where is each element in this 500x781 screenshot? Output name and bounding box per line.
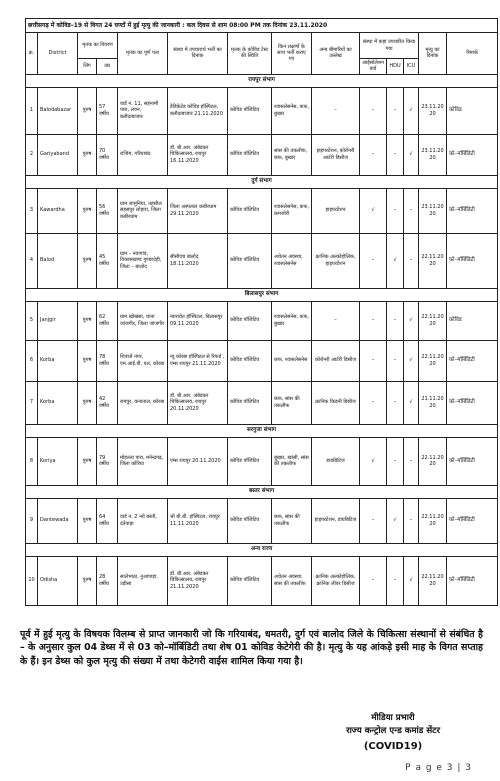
- cell-death-date: 22.11.2020: [419, 437, 447, 485]
- cell-district: Korba: [38, 340, 78, 381]
- header-age: उम्र: [97, 59, 118, 75]
- cell-icu: √: [404, 87, 419, 134]
- cell-isolation: –: [360, 134, 387, 175]
- cell-address: राजिम, गरियाबंद: [118, 134, 168, 175]
- cell-isolation: √: [360, 188, 387, 233]
- cell-sno: 2: [26, 134, 38, 175]
- cell-address: शिवाजे नगर, एम.आई.डी. एल, कोरबा: [118, 340, 168, 381]
- cell-gender: पुरुष: [78, 233, 97, 288]
- cell-district: Dantewada: [38, 498, 78, 543]
- section-name: रायपुर संभाग: [26, 74, 498, 87]
- cell-test-status: कोविड पॉजिटिव: [228, 134, 272, 175]
- cell-age: 42 वर्षीय: [97, 381, 118, 424]
- cell-age: 78 वर्षीय: [97, 340, 118, 381]
- cell-test-status: कोविड पॉजिटिव: [228, 381, 272, 424]
- cell-remark: को–मॉर्बिडिटी: [447, 381, 498, 424]
- cell-death-date: 23.11.2020: [419, 188, 447, 233]
- cell-sno: 9: [26, 498, 38, 543]
- section-name: दुर्ग संभाग: [26, 175, 498, 188]
- cell-isolation: –: [360, 87, 387, 134]
- cell-symptoms: श्वासलेसनेस, कफ, बुखार: [272, 87, 312, 134]
- cell-gender: पुरुष: [78, 87, 97, 134]
- table-row: [26, 301, 498, 340]
- cell-death-date: 21.11.2020: [419, 381, 447, 424]
- cell-symptoms: अचेतन अवस्था, श्वासलेसनेस: [272, 233, 312, 288]
- cell-comorbidities: क्रानिक किडनी डिसीज: [312, 381, 360, 424]
- cell-death-date: 22.11.2020: [419, 498, 447, 543]
- cell-death-date: 22.11.2020: [419, 301, 447, 340]
- table-title: छत्तीसगढ़ में कोविड–19 से विगत 24 घण्टों में हुई मृत्यु की जानकारी : कल दिवस से शाम 08:00 PM तक दिनांक 23.11.2020: [26, 19, 498, 33]
- cell-isolation: –: [360, 233, 387, 288]
- table-row: [26, 87, 498, 134]
- cell-remark: को–मॉर्बिडिटी: [447, 134, 498, 175]
- cell-comorbidities: –: [312, 301, 360, 340]
- table-row: [26, 437, 498, 485]
- cell-isolation: –: [360, 498, 387, 543]
- header-isolation: आईसोलेशन वार्ड: [360, 59, 387, 75]
- cell-comorbidities: हाइपरटेंशन: [312, 188, 360, 233]
- cell-icu: √: [404, 134, 419, 175]
- cell-remark: को–मॉर्बिडिटी: [447, 437, 498, 485]
- cell-district: Koriya: [38, 437, 78, 485]
- section-header-row: [26, 288, 498, 301]
- cell-sno: 7: [26, 381, 38, 424]
- cell-symptoms: अचेतन अवस्था, सांस की तकलीफ: [272, 556, 312, 605]
- cell-remark: को–मॉर्बिडिटी: [447, 233, 498, 288]
- header-test-status: मृतक के कोविड टेस्ट की स्थिति: [228, 33, 272, 75]
- cell-symptoms: कफ, सांस की तकलीफ: [272, 381, 312, 424]
- page-number: P a g e 3 | 3: [405, 763, 472, 773]
- cell-address: रामपुर, कनाताल, कोरबा: [118, 381, 168, 424]
- header-district: District: [38, 33, 78, 75]
- cell-institution: सीसीएच बालोद 18.11.2020: [168, 233, 228, 288]
- cell-sno: 3: [26, 188, 38, 233]
- cell-age: 28 वर्षीय: [97, 556, 118, 605]
- header-hdu: HDU: [387, 59, 404, 75]
- cell-age: 79 वर्षीय: [97, 437, 118, 485]
- section-name: अन्य राज्य: [26, 543, 498, 556]
- cell-symptoms: कफ, सांस की तकलीफ: [272, 498, 312, 543]
- cell-district: Balod: [38, 233, 78, 288]
- cell-sno: 10: [26, 556, 38, 605]
- cell-icu: √: [404, 556, 419, 605]
- cell-age: 70 वर्षीय: [97, 134, 118, 175]
- header-gender: लिंग: [78, 59, 97, 75]
- cell-remark: को–मॉर्बिडिटी: [447, 188, 498, 233]
- cell-institution: एम्स रायपुर 20.11.2020: [168, 437, 228, 485]
- section-header-row: [26, 543, 498, 556]
- signature-block: [346, 712, 440, 754]
- cell-icu: √: [404, 340, 419, 381]
- cell-sno: 1: [26, 87, 38, 134]
- section-name: बस्तर संभाग: [26, 485, 498, 498]
- cell-symptoms: बुखार, खांसी, सांस की तकलीफ: [272, 437, 312, 485]
- cell-hdu: –: [387, 188, 404, 233]
- cell-death-date: 22.11.2020: [419, 556, 447, 605]
- cell-hdu: –: [387, 340, 404, 381]
- cell-test-status: कोविड पॉजिटिव: [228, 233, 272, 288]
- cell-hdu: √: [387, 498, 404, 543]
- cell-district: Odisha: [38, 556, 78, 605]
- cell-gender: पुरुष: [78, 188, 97, 233]
- cell-remark: को–मॉर्बिडिटी: [447, 498, 498, 543]
- header-sno: क्र.: [26, 33, 38, 75]
- table-row: [26, 340, 498, 381]
- cell-comorbidities: हाइपरटेंशन, कोरोनरी आर्टरी डिसीज: [312, 134, 360, 175]
- cell-test-status: कोविड पॉजिटिव: [228, 556, 272, 605]
- cell-institution: न्यारायेत हॉस्पिटल, बिलासपुर 09.11.2020: [168, 301, 228, 340]
- cell-isolation: –: [360, 381, 387, 424]
- cell-gender: पुरुष: [78, 498, 97, 543]
- cell-hdu: –: [387, 134, 404, 175]
- cell-hdu: –: [387, 87, 404, 134]
- cell-symptoms: श्वासलेसनेस, कफ, बुखार: [272, 301, 312, 340]
- header-address: मृतक का पूर्ण पता: [118, 33, 168, 75]
- cell-address: मोहल्ला पारा, मनेन्द्रगढ़, जिला कोरिया: [118, 437, 168, 485]
- death-report-table: [25, 18, 498, 606]
- table-row: [26, 556, 498, 605]
- cell-district: Gariyaband: [38, 134, 78, 175]
- header-icu: ICU: [404, 59, 419, 75]
- section-name: सरगुजा संभाग: [26, 424, 498, 437]
- cell-comorbidities: डायबिटिज: [312, 437, 360, 485]
- table-row: [26, 134, 498, 175]
- table-body: [26, 74, 498, 605]
- cell-sno: 5: [26, 301, 38, 340]
- cell-symptoms: श्वासलेसनेस, कफ, कमजोरी: [272, 188, 312, 233]
- cell-test-status: कोविड पॉजिटिव: [228, 188, 272, 233]
- cell-gender: पुरुष: [78, 381, 97, 424]
- section-header-row: [26, 424, 498, 437]
- cell-institution: न्यू कोरबा हॉस्पिटल से रिफर्ड , एम्स रायपुर 21.11.2020: [168, 340, 228, 381]
- cell-comorbidities: कोरोनरी आर्टरी डिसीज: [312, 340, 360, 381]
- header-death-date: मृत्यु का दिनांक: [419, 33, 447, 75]
- cell-age: 45 वर्षीय: [97, 233, 118, 288]
- cell-death-date: 22.11.2020: [419, 340, 447, 381]
- table-row: [26, 233, 498, 288]
- section-name: बिलासपुर संभाग: [26, 288, 498, 301]
- cell-sno: 4: [26, 233, 38, 288]
- cell-icu: –: [404, 437, 419, 485]
- cell-icu: –: [404, 233, 419, 288]
- cell-test-status: कोविड पॉजिटिव: [228, 340, 272, 381]
- cell-comorbidities: –: [312, 87, 360, 134]
- cell-symptoms: कफ, श्वासलेसनेस: [272, 340, 312, 381]
- header-deceased-detail: मृतक का विवरण: [78, 33, 118, 59]
- cell-comorbidities: क्रानिक अल्कोहोलिक, क्रानिक लीवर डिसीज: [312, 556, 360, 605]
- cell-comorbidities: क्रानिक अल्कोहोलिक, हाइपरटेंशन: [312, 233, 360, 288]
- cell-hdu: –: [387, 556, 404, 605]
- cell-institution: श्री बी.बी. हॉस्पिटल, रायपुर 11.11.2020: [168, 498, 228, 543]
- cell-icu: –: [404, 498, 419, 543]
- header-remark: रिमार्क: [447, 33, 498, 75]
- cell-symptoms: सांस की तकलीफ, कफ, बुखार: [272, 134, 312, 175]
- cell-test-status: कोविड पॉजिटिव: [228, 87, 272, 134]
- cell-test-status: कोविड पॉजिटिव: [228, 498, 272, 543]
- cell-test-status: कोविड पॉजिटिव: [228, 301, 272, 340]
- cell-gender: पुरुष: [78, 301, 97, 340]
- cell-test-status: कोविड पॉजिटिव: [228, 437, 272, 485]
- cell-isolation: –: [360, 340, 387, 381]
- footnote-paragraph: पूर्व में हुई मृत्यु के विषयक विलम्ब से प्राप्त जानकारी जो कि गरियाबंद, धमतरी, दुर्ग एवं बालोद जिले के चिकित्सा संस्थानों से संबंधित है – के अनुसार कुल 04 डेथ्स में से 03 को–मॉर्बिडिटी तथा शेष 01 कोविड केटेगेरी की है। मृत्यु के यह आंकड़े इसी माह के विगत सप्ताह के हैं। इन डेथ्स को कुल मृत्यु की संख्या में तथा केटेगरी वाईस शामिल किया गया है।: [20, 629, 483, 667]
- cell-institution: डॉ. बी.आर. अंबेडकर चिकित्सालय, रायपुर 21.11.2020: [168, 556, 228, 605]
- table-row: [26, 381, 498, 424]
- signature-title: मीडिया प्रभारी: [371, 713, 415, 723]
- cell-institution: डॉ. बी.आर. अंबेडकर चिकित्सालय, रायपुर 20.11.2020: [168, 381, 228, 424]
- cell-district: Korba: [38, 381, 78, 424]
- cell-gender: पुरुष: [78, 556, 97, 605]
- header-institution: संस्था में उपचारार्थ भर्ती का दिनांक: [168, 33, 228, 75]
- cell-isolation: √: [360, 437, 387, 485]
- section-header-row: [26, 74, 498, 87]
- cell-sno: 6: [26, 340, 38, 381]
- table-row: [26, 498, 498, 543]
- cell-age: 56 वर्षीय: [97, 188, 118, 233]
- cell-hdu: –: [387, 437, 404, 485]
- cell-address: सालेभाठा, नुआपाड़ा, उड़ीसा: [118, 556, 168, 605]
- header-symptoms: किन लक्षणों के साथ भर्ती कराए गए: [272, 33, 312, 75]
- cell-icu: –: [404, 188, 419, 233]
- signature-covid-label: (COVID19): [363, 740, 423, 752]
- cell-hdu: –: [387, 381, 404, 424]
- cell-sno: 8: [26, 437, 38, 485]
- cell-age: 64 वर्षीय: [97, 498, 118, 543]
- table-row: [26, 188, 498, 233]
- cell-hdu: √: [387, 233, 404, 288]
- cell-death-date: 23.11.2020: [419, 87, 447, 134]
- cell-remark: कोविड: [447, 87, 498, 134]
- cell-isolation: –: [360, 556, 387, 605]
- cell-district: Kawardha: [38, 188, 78, 233]
- section-header-row: [26, 485, 498, 498]
- cell-address: ग्राम खोखसा, थाना जांजगीर, जिला जांजगीर: [118, 301, 168, 340]
- section-header-row: [26, 175, 498, 188]
- cell-district: Janjgir: [38, 301, 78, 340]
- cell-icu: √: [404, 381, 419, 424]
- cell-age: 57 वर्षीय: [97, 87, 118, 134]
- cell-gender: पुरुष: [78, 340, 97, 381]
- cell-remark: कोविड: [447, 301, 498, 340]
- cell-remark: को–मॉर्बिडिटी: [447, 556, 498, 605]
- cell-remark: को–मॉर्बिडिटी: [447, 340, 498, 381]
- cell-institution: जिला अस्पताल कबीरधाम 29.11.2020: [168, 188, 228, 233]
- cell-gender: पुरुष: [78, 437, 97, 485]
- cell-address: ग्राम जामुनिया, तहसील सहसपुर लोहारा, जिला कबीरधाम: [118, 188, 168, 233]
- signature-department: राज्य कन्ट्रोल एन्ड कमांड सेंटर: [346, 726, 440, 737]
- cell-address: वार्ड न. 2 नये बस्ती, दंतेवाड़ा: [118, 498, 168, 543]
- cell-isolation: –: [360, 301, 387, 340]
- cell-gender: पुरुष: [78, 134, 97, 175]
- cell-address: ग्राम – नवागांव, विकासखण्ड गुण्डरदेही, जिला – बालोद: [118, 233, 168, 288]
- cell-comorbidities: हाइपरटेंशन, डायबिटिज: [312, 498, 360, 543]
- header-comorbidities: अन्य बीमारियों का उल्लेख: [312, 33, 360, 75]
- header-ward-type: संस्था में कहां उपचारित किया गया: [360, 33, 419, 59]
- cell-death-date: 22.11.2020: [419, 233, 447, 288]
- cell-age: 62 वर्षीय: [97, 301, 118, 340]
- cell-address: वार्ड न. 11, सहनामी पारा, लवन, बलौदाबाजार: [118, 87, 168, 134]
- cell-hdu: –: [387, 301, 404, 340]
- cell-district: Balodabazar: [38, 87, 78, 134]
- cell-institution: डेडिकेटेड कोविड हॉस्पिटल, बलौदाबाजार 21.11.2020: [168, 87, 228, 134]
- cell-death-date: 23.11.2020: [419, 134, 447, 175]
- cell-institution: डॉ. बी.आर. अंबेडकर चिकित्सालय, रायपुर 16.11.2020: [168, 134, 228, 175]
- cell-icu: √: [404, 301, 419, 340]
